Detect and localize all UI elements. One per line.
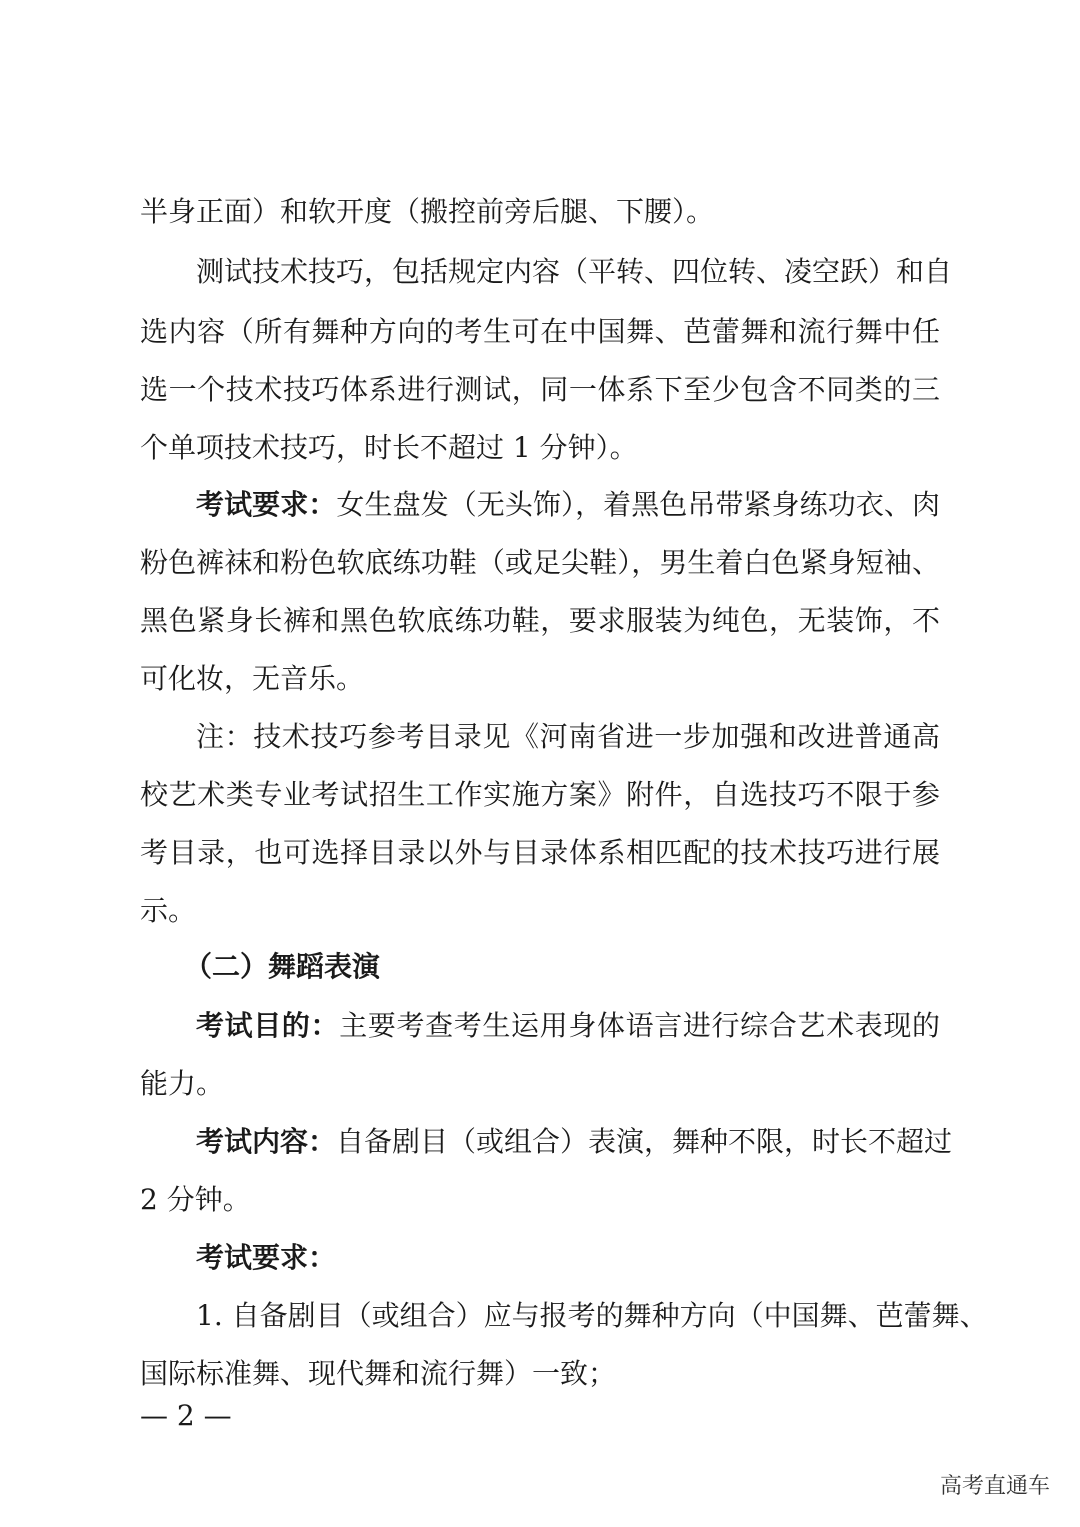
body-text-line: 国际标准舞、现代舞和流行舞）一致； — [140, 1357, 617, 1390]
body-text-line: 测试技术技巧，包括规定内容（平转、四位转、凌空跃）和自 — [196, 255, 953, 288]
body-text-line: 选内容（所有舞种方向的考生可在中国舞、芭蕾舞和流行舞中任 — [140, 315, 940, 348]
body-text-line: 示。 — [140, 894, 197, 927]
watermark-text: 高考直通车 — [939, 1474, 1050, 1499]
list-item-text-line: 1. 自备剧目（或组合）应与报考的舞种方向（中国舞、芭蕾舞、 — [196, 1299, 988, 1332]
body-text-line: 个单项技术技巧，时长不超过 1 分钟）。 — [140, 431, 638, 464]
requirements-label: 考试要求： — [196, 1241, 337, 1274]
body-text-line: 考目录，也可选择目录以外与目录体系相匹配的技术技巧进行展 — [140, 836, 940, 869]
purpose-paragraph-line — [196, 1004, 940, 1048]
purpose-label: 考试目的： — [196, 1009, 340, 1042]
body-text-line: 黑色紧身长裤和黑色软底练功鞋，要求服装为纯色，无装饰，不 — [140, 604, 940, 637]
body-text-line: 能力。 — [140, 1067, 225, 1100]
page-number: — 2 — — [140, 1399, 232, 1432]
requirements-text: 女生盘发（无头饰），着黑色吊带紧身练功衣、肉 — [336, 488, 940, 521]
content-text: 自备剧目（或组合）表演，舞种不限，时长不超过 — [336, 1125, 953, 1158]
body-text-line: 2 分钟。 — [140, 1183, 251, 1216]
body-text-line: 半身正面）和软开度（搬控前旁后腿、下腰）。 — [140, 195, 715, 228]
requirements-heading-line — [196, 1236, 940, 1280]
note-text-line: 注：技术技巧参考目录见《河南省进一步加强和改进普通高 — [196, 720, 940, 753]
body-text-line: 粉色裤袜和粉色软底练功鞋（或足尖鞋），男生着白色紧身短袖、 — [140, 546, 940, 579]
content-paragraph-line — [196, 1120, 953, 1164]
section-heading: （二）舞蹈表演 — [184, 950, 381, 983]
requirements-label: 考试要求： — [196, 488, 337, 521]
purpose-text: 主要考查考生运用身体语言进行综合艺术表现的 — [339, 1009, 940, 1042]
content-label: 考试内容： — [196, 1125, 337, 1158]
body-text-line: 可化妆，无音乐。 — [140, 662, 365, 695]
body-text-line: 校艺术类专业考试招生工作实施方案》附件，自选技巧不限于参 — [140, 778, 940, 811]
requirements-paragraph-line — [196, 483, 940, 527]
body-text-line: 选一个技术技巧体系进行测试，同一体系下至少包含不同类的三 — [140, 373, 940, 406]
